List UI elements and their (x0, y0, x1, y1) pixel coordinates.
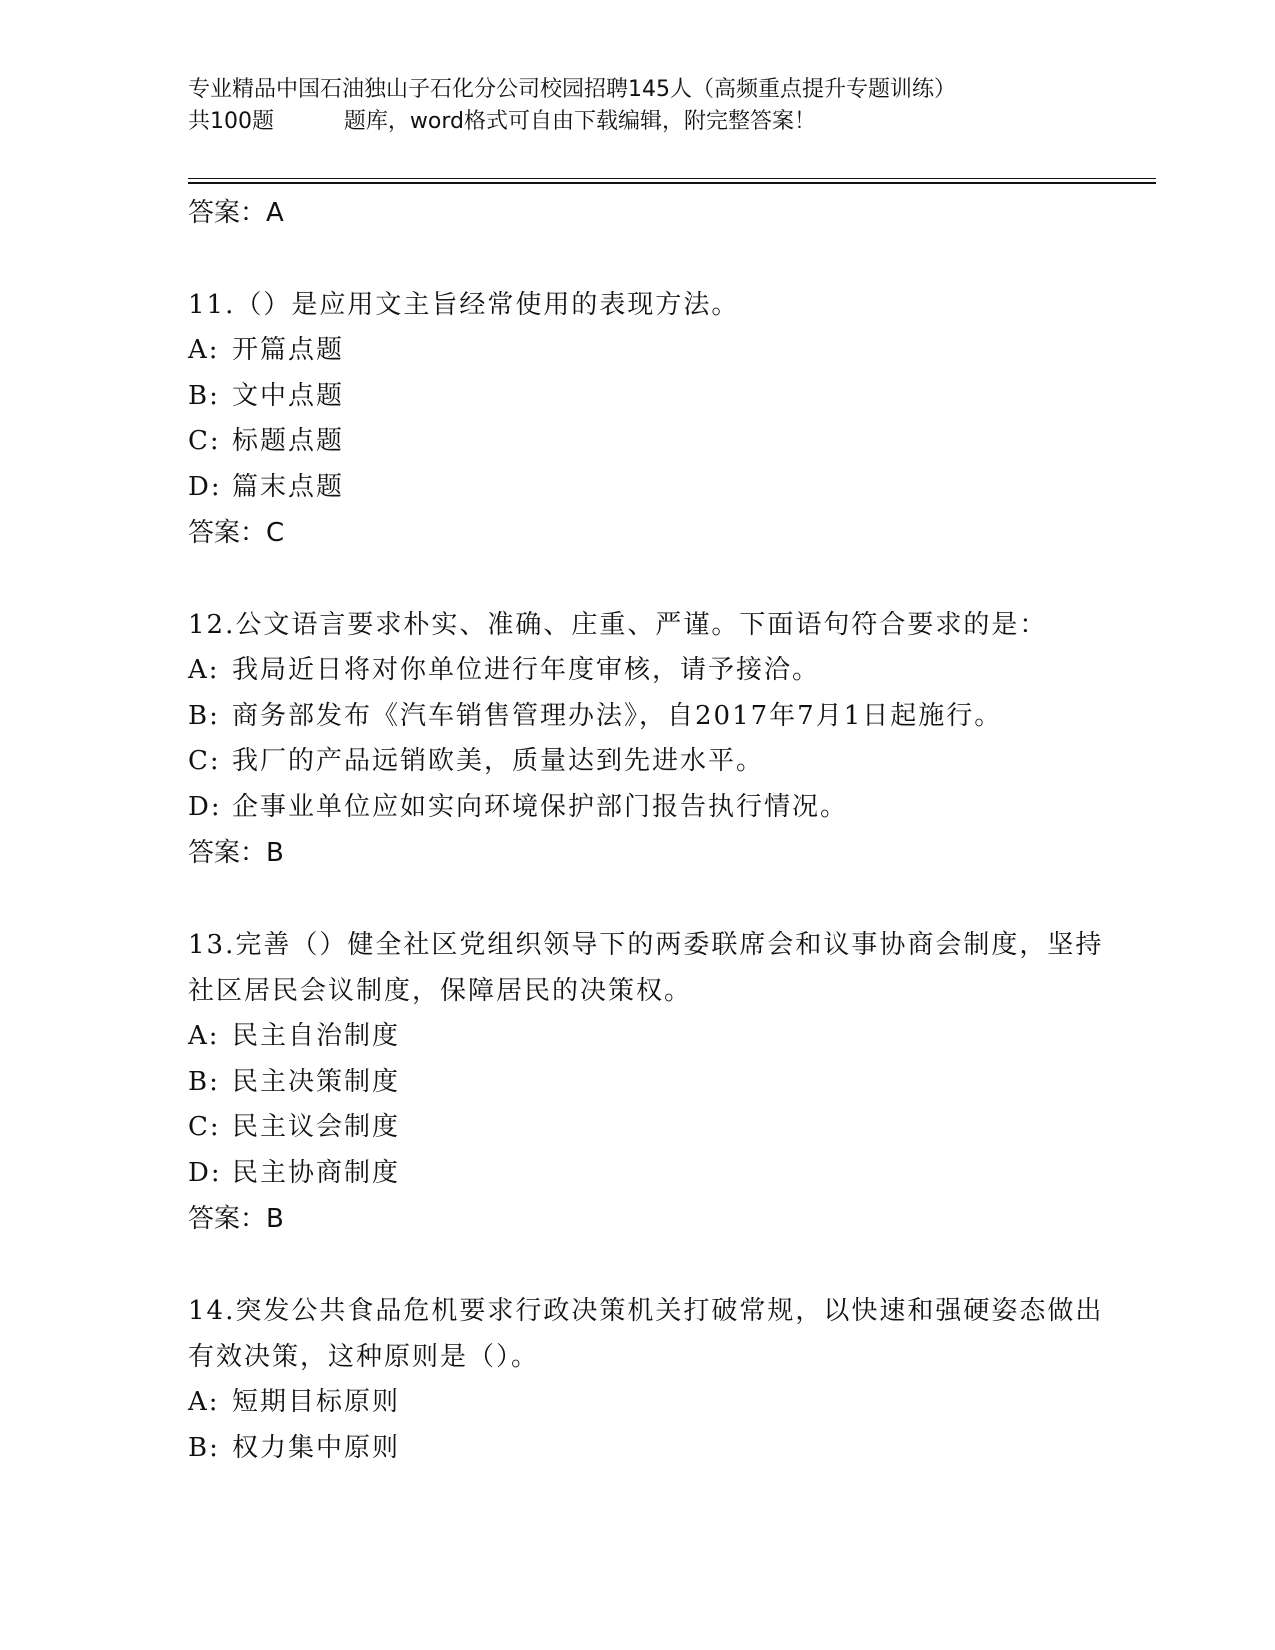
header-rule-thin (188, 178, 1156, 179)
option-letter: A: (188, 1021, 220, 1051)
option-c (188, 739, 1128, 785)
option-a (188, 1380, 1128, 1426)
option-text: 企事业单位应如实向环境保护部门报告执行情况。 (232, 791, 849, 822)
option-b (188, 374, 1128, 420)
answer-text: 答案：A (188, 198, 284, 228)
question-text: 14.突发公共食品危机要求行政决策机关打破常规，以快速和强硬姿态做出有效决策，这种原则是（）。 (188, 1296, 1104, 1372)
option-a (188, 328, 1128, 374)
answer-text: 答案：C (188, 518, 285, 548)
question-block (188, 602, 1128, 876)
spacer (188, 876, 1128, 922)
header-rule-thick (188, 182, 1156, 184)
question-text: 12.公文语言要求朴实、准确、庄重、严谨。下面语句符合要求的是： (188, 610, 1048, 640)
option-text: 民主议会制度 (232, 1112, 401, 1142)
option-letter: C: (188, 1112, 221, 1142)
option-letter: B: (188, 1066, 220, 1097)
question-block (188, 922, 1128, 1242)
question-text: 13.完善（）健全社区党组织领导下的两委联席会和议事协商会制度，坚持社区居民会议制度，保障居民的决策权。 (188, 930, 1104, 1006)
question-block (188, 282, 1128, 556)
option-text: 民主自治制度 (232, 1021, 401, 1051)
option-text: 我厂的产品远销欧美，质量达到先进水平。 (232, 746, 765, 776)
option-d (188, 465, 1128, 511)
answer-text: 答案：B (188, 838, 284, 868)
option-c (188, 419, 1128, 465)
option-letter: B: (188, 380, 220, 411)
option-letter: A: (188, 655, 220, 685)
page-header (188, 74, 1108, 138)
option-a (188, 1014, 1128, 1060)
option-b (188, 694, 1128, 740)
option-text: 商务部发布《汽车销售管理办法》，自2017年7月1日起施行。 (232, 700, 1003, 731)
option-a (188, 648, 1128, 694)
option-text: 标题点题 (232, 426, 345, 456)
option-text: 权力集中原则 (232, 1432, 401, 1463)
option-letter: C: (188, 426, 221, 456)
document-body (188, 190, 1128, 1471)
option-text: 篇末点题 (232, 471, 345, 502)
option-letter: C: (188, 746, 221, 776)
option-letter: D: (188, 471, 222, 502)
header-title-line2: 共100题 题库，word格式可自由下载编辑，附完整答案！ (188, 109, 817, 134)
header-title-line1: 专业精品中国石油独山子石化分公司校园招聘145人（高频重点提升专题训练） (188, 77, 956, 102)
option-letter: B: (188, 1432, 220, 1463)
option-text: 民主协商制度 (232, 1157, 401, 1188)
option-b (188, 1060, 1128, 1106)
question-block (188, 1288, 1128, 1471)
option-text: 我局近日将对你单位进行年度审核，请予接洽。 (232, 655, 821, 685)
option-d (188, 785, 1128, 831)
option-letter: A: (188, 335, 220, 365)
option-text: 文中点题 (232, 380, 345, 411)
option-text: 民主决策制度 (232, 1066, 401, 1097)
option-d (188, 1151, 1128, 1197)
option-c (188, 1105, 1128, 1151)
option-letter: B: (188, 700, 220, 731)
option-text: 开篇点题 (232, 335, 345, 365)
answer-text: 答案：B (188, 1204, 284, 1234)
option-letter: A: (188, 1387, 220, 1417)
spacer (188, 556, 1128, 602)
spacer (188, 236, 1128, 282)
option-text: 短期目标原则 (232, 1387, 401, 1417)
spacer (188, 1242, 1128, 1288)
option-b (188, 1426, 1128, 1472)
option-letter: D: (188, 1157, 222, 1188)
option-letter: D: (188, 791, 222, 822)
question-text: 11.（）是应用文主旨经常使用的表现方法。 (188, 290, 740, 320)
